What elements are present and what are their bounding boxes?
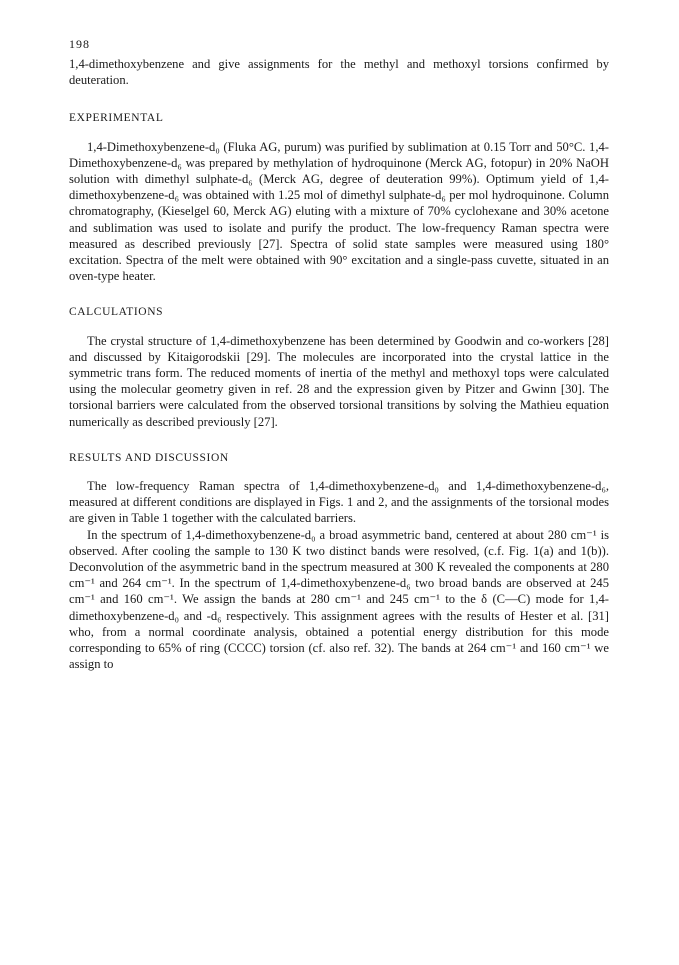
paragraph: The low-frequency Raman spectra of 1,4-dimethoxybenzene-d₀ and 1,4-dimethoxybenzene-d₆, measured at different conditions are displayed in Figs. 1 and 2, and the assignments of the torsional modes are given in Table 1 together with the calculated barriers.: [69, 479, 609, 526]
section-heading: CALCULATIONS: [69, 306, 164, 319]
article-body: [69, 56, 609, 693]
intro-paragraph: 1,4-dimethoxybenzene and give assignments for the methyl and methoxyl torsions confirmed by deuteration.: [69, 57, 609, 88]
section-results-and-discussion: [69, 450, 609, 673]
paragraph: The crystal structure of 1,4-dimethoxybenzene has been determined by Goodwin and co-workers [28] and discussed by Kitaigorodskii [29]. The molecules are incorporated into the crystal lattice in the symmetric trans form. The reduced moments of inertia of the methyl and methoxyl tops were calculated using the molecular geometry given in ref. 28 and the expression given by Pitzer and Gwinn [30]. The torsional barriers were calculated from the observed torsional transitions by solving the Mathieu equation numerically as described previously [27].: [69, 333, 609, 429]
section-heading: RESULTS AND DISCUSSION: [69, 451, 229, 464]
paragraph: In the spectrum of 1,4-dimethoxybenzene-d₀ a broad asymmetric band, centered at about 280 cm⁻¹ is observed. After cooling the sample to 130 K two distinct bands were resolved, (c.f. Fig. 1(a) and 1(b)). Deconvolution of the asymmetric band in the spectrum measured at 300 K revealed the components at 280 cm⁻¹ and 264 cm⁻¹. In the spectrum of 1,4-dimethoxybenzene-d₆ two broad bands are observed at 245 cm⁻¹ and 160 cm⁻¹. We assign the bands at 280 cm⁻¹ and 245 cm⁻¹ to the δ (C—C) mode for 1,4-dimethoxybenzene-d₀ and -d₆ respectively. This assignment agrees with the results of Hester et al. [31] who, from a normal coordinate analysis, obtained a potential energy distribution for this mode corresponding to 65% of ring (CCCC) torsion (cf. also ref. 32). The bands at 264 cm⁻¹ and 160 cm⁻¹ we assign to: [69, 527, 609, 672]
section-calculations: [69, 304, 609, 429]
section-experimental: [69, 110, 609, 284]
section-heading: EXPERIMENTAL: [69, 112, 164, 125]
page-number: 198: [69, 37, 90, 51]
paragraph: 1,4-Dimethoxybenzene-d₀ (Fluka AG, purum) was purified by sublimation at 0.15 Torr and 50°C. 1,4-Dimethoxybenzene-d₆ was prepared by methylation of hydroquinone (Merck AG, fotopur) in 20% NaOH solution with dimethyl sulphate-d₆ (Merck AG, degree of deuteration 99%). Optimum yield of 1,4-dimethoxybenzene-d₆ was obtained with 1.25 mol of dimethyl sulphate-d₆ per mol hydroquinone. Column chromatography, (Kieselgel 60, Merck AG) eluting with a mixture of 70% cyclohexane and 30% acetone and sublimation was used to isolate and purify the product. The low-frequency Raman spectra were measured as described previously [27]. Spectra of solid state samples were measured using 180° excitation. Spectra of the melt were obtained with 90° excitation and a single-pass cuvette, situated in an oven-type heater.: [69, 139, 609, 284]
